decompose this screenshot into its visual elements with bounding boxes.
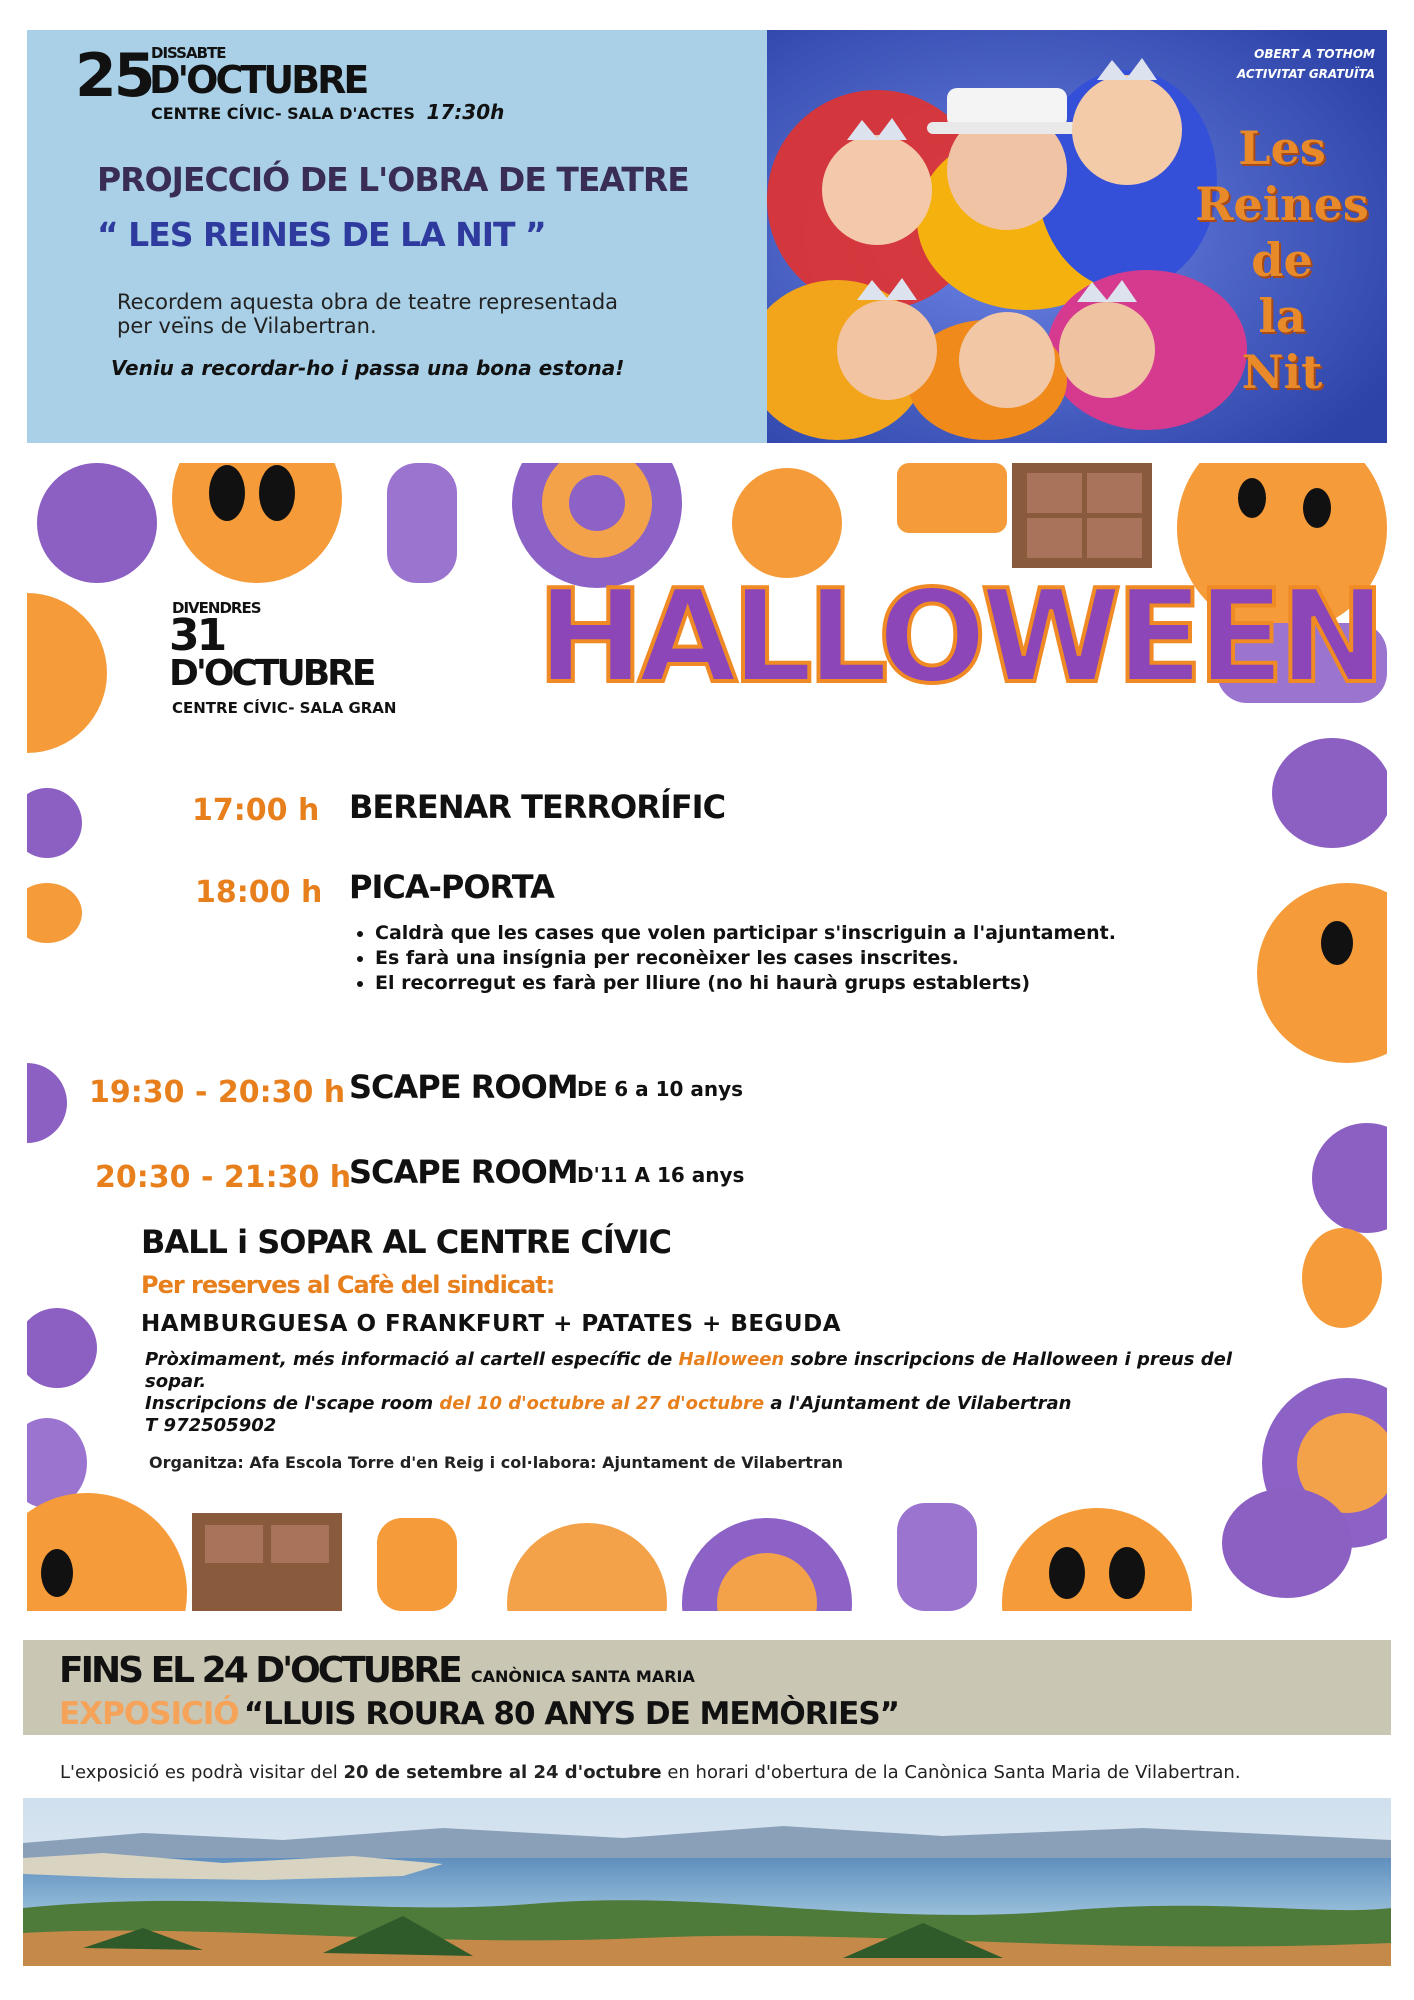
info-highlight: Halloween xyxy=(678,1349,785,1370)
event-day-number: 25 xyxy=(75,41,153,111)
candy-icon xyxy=(1312,1123,1387,1233)
exhibition-place: CANÒNICA SANTA MARIA xyxy=(470,1667,695,1686)
poster-title-word: la xyxy=(1258,289,1306,343)
exhibition-banner xyxy=(23,1640,1391,1735)
schedule-time: 20:30 - 21:30 h xyxy=(95,1160,352,1195)
event-place xyxy=(151,100,504,124)
theatre-description-line2: per veïns de Vilabertran. xyxy=(117,314,377,338)
marshmallow-icon xyxy=(897,1503,977,1611)
wrapped-candy-icon xyxy=(1302,1228,1382,1328)
theatre-title-line2: “ LES REINES DE LA NIT ” xyxy=(97,215,546,254)
phone-number: T 972505902 xyxy=(145,1415,277,1436)
exhibition-date-row xyxy=(59,1650,695,1691)
candy-icon xyxy=(1222,1488,1352,1598)
poster-title-word: Nit xyxy=(1241,345,1323,399)
info-text: sobre inscripcions de Halloween i preus del sopar. xyxy=(145,1349,1232,1392)
event-time: 17:30h xyxy=(426,100,505,124)
exhibition-description xyxy=(60,1762,1390,1783)
candy-icon xyxy=(897,463,1007,533)
reserves-note: Per reserves al Cafè del sindicat: xyxy=(141,1271,555,1299)
schedule-time: 17:00 h xyxy=(192,793,320,828)
halloween-heading: HALLOWEEN xyxy=(537,563,1380,712)
halloween-day-number: 31 xyxy=(169,610,225,661)
exhibition-desc-dates: 20 de setembre al 24 d'octubre xyxy=(343,1762,662,1783)
poster-title-word: Reines xyxy=(1195,177,1369,231)
poster-title xyxy=(1177,120,1387,400)
theatre-poster-photo xyxy=(767,30,1387,443)
pica-porta-bullet-list xyxy=(349,921,1119,996)
halloween-panel xyxy=(27,463,1387,1611)
candy-icon xyxy=(27,1063,67,1143)
scape-inscription-line xyxy=(145,1393,1255,1415)
bullet-item: • Caldrà que les cases que volen participar s'inscriguin a l'ajuntament. xyxy=(375,921,1119,946)
photo-notes xyxy=(1237,44,1375,84)
candy-icon xyxy=(507,1523,667,1611)
bullet-item: • Es farà una insígnia per reconèixer les cases inscrites. xyxy=(375,946,1119,971)
exhibition-date: FINS EL 24 D'OCTUBRE xyxy=(59,1650,460,1691)
candy-icon xyxy=(37,463,157,583)
landscape-painting xyxy=(23,1798,1391,1966)
poster-title-word: Les xyxy=(1238,121,1326,175)
marshmallow-icon xyxy=(387,463,457,583)
pumpkin-icon xyxy=(172,463,342,583)
theatre-title-line1: PROJECCIÓ DE L'OBRA DE TEATRE xyxy=(97,160,689,199)
exhibition-title: “LLUIS ROURA 80 ANYS DE MEMÒRIES” xyxy=(243,1696,900,1732)
halloween-place: CENTRE CÍVIC- SALA GRAN xyxy=(172,699,397,717)
event-place-text: CENTRE CÍVIC- SALA D'ACTES xyxy=(151,104,415,123)
halloween-weekday: DIVENDRES xyxy=(172,599,261,617)
wrapped-candy-icon xyxy=(27,788,82,858)
wrapped-candy-icon xyxy=(27,883,82,943)
event-month: D'OCTUBRE xyxy=(149,58,367,102)
scape-text: a l'Ajuntament de Vilabertran xyxy=(764,1393,1072,1414)
theatre-description xyxy=(117,290,618,338)
schedule-activity: BERENAR TERRORÍFIC xyxy=(349,788,726,826)
wrapped-candy-icon xyxy=(27,1308,97,1388)
exhibition-desc-text: L'exposició es podrà visitar del xyxy=(60,1762,344,1783)
exhibition-title-row xyxy=(59,1696,899,1732)
pumpkin-icon xyxy=(1002,1508,1192,1611)
bullet-item: • El recorregut es farà per lliure (no hi haurà grups establerts) xyxy=(375,971,1119,996)
pumpkin-icon xyxy=(1257,883,1387,1063)
schedule-age-range: DE 6 a 10 anys xyxy=(577,1077,744,1101)
pica-porta-details xyxy=(349,921,1119,996)
theatre-info-panel xyxy=(27,30,767,443)
candy-corn-icon xyxy=(377,1518,457,1611)
photo-note-open: OBERT A TOTHOM xyxy=(1254,47,1375,61)
schedule-activity: PICA-PORTA xyxy=(349,868,554,906)
candy-icon xyxy=(27,593,107,753)
theatre-event-panel xyxy=(27,30,1387,443)
photo-note-free: ACTIVITAT GRATUÏTA xyxy=(1236,67,1375,81)
halloween-info xyxy=(145,1349,1255,1437)
info-line xyxy=(145,1349,1255,1393)
candy-corn-icon xyxy=(732,468,842,578)
schedule-time: 18:00 h xyxy=(195,875,323,910)
scape-text: Inscripcions de l'scape room xyxy=(145,1393,440,1414)
bay-landscape-illustration xyxy=(23,1798,1391,1966)
ball-sopar-title: BALL i SOPAR AL CENTRE CÍVIC xyxy=(141,1223,671,1261)
organizer-credit: Organitza: Afa Escola Torre d'en Reig i col·labora: Ajuntament de Vilabertran xyxy=(149,1453,844,1472)
scape-dates: del 10 d'octubre al 27 d'octubre xyxy=(439,1393,765,1414)
schedule-activity: SCAPE ROOM xyxy=(349,1068,578,1106)
halloween-month: D'OCTUBRE xyxy=(169,653,374,694)
theatre-description-line1: Recordem aquesta obra de teatre representada xyxy=(117,290,619,314)
exhibition-desc-text: en horari d'obertura de la Canònica Santa Maria de Vilabertran. xyxy=(661,1762,1241,1783)
menu-line: HAMBURGUESA O FRANKFURT + PATATES + BEGUDA xyxy=(141,1311,842,1337)
wrapped-candy-icon xyxy=(1272,738,1387,848)
theatre-tagline: Veniu a recordar-ho i passa una bona estona! xyxy=(111,356,625,380)
poster-title-word: de xyxy=(1251,233,1313,287)
schedule-age-range: D'11 A 16 anys xyxy=(577,1163,745,1187)
info-text: Pròximament, més informació al cartell específic de xyxy=(145,1349,679,1370)
schedule-activity: SCAPE ROOM xyxy=(349,1153,578,1191)
event-weekday: DISSABTE xyxy=(151,44,226,62)
schedule-time: 19:30 - 20:30 h xyxy=(89,1075,346,1110)
exhibition-label: EXPOSICIÓ xyxy=(59,1696,239,1732)
